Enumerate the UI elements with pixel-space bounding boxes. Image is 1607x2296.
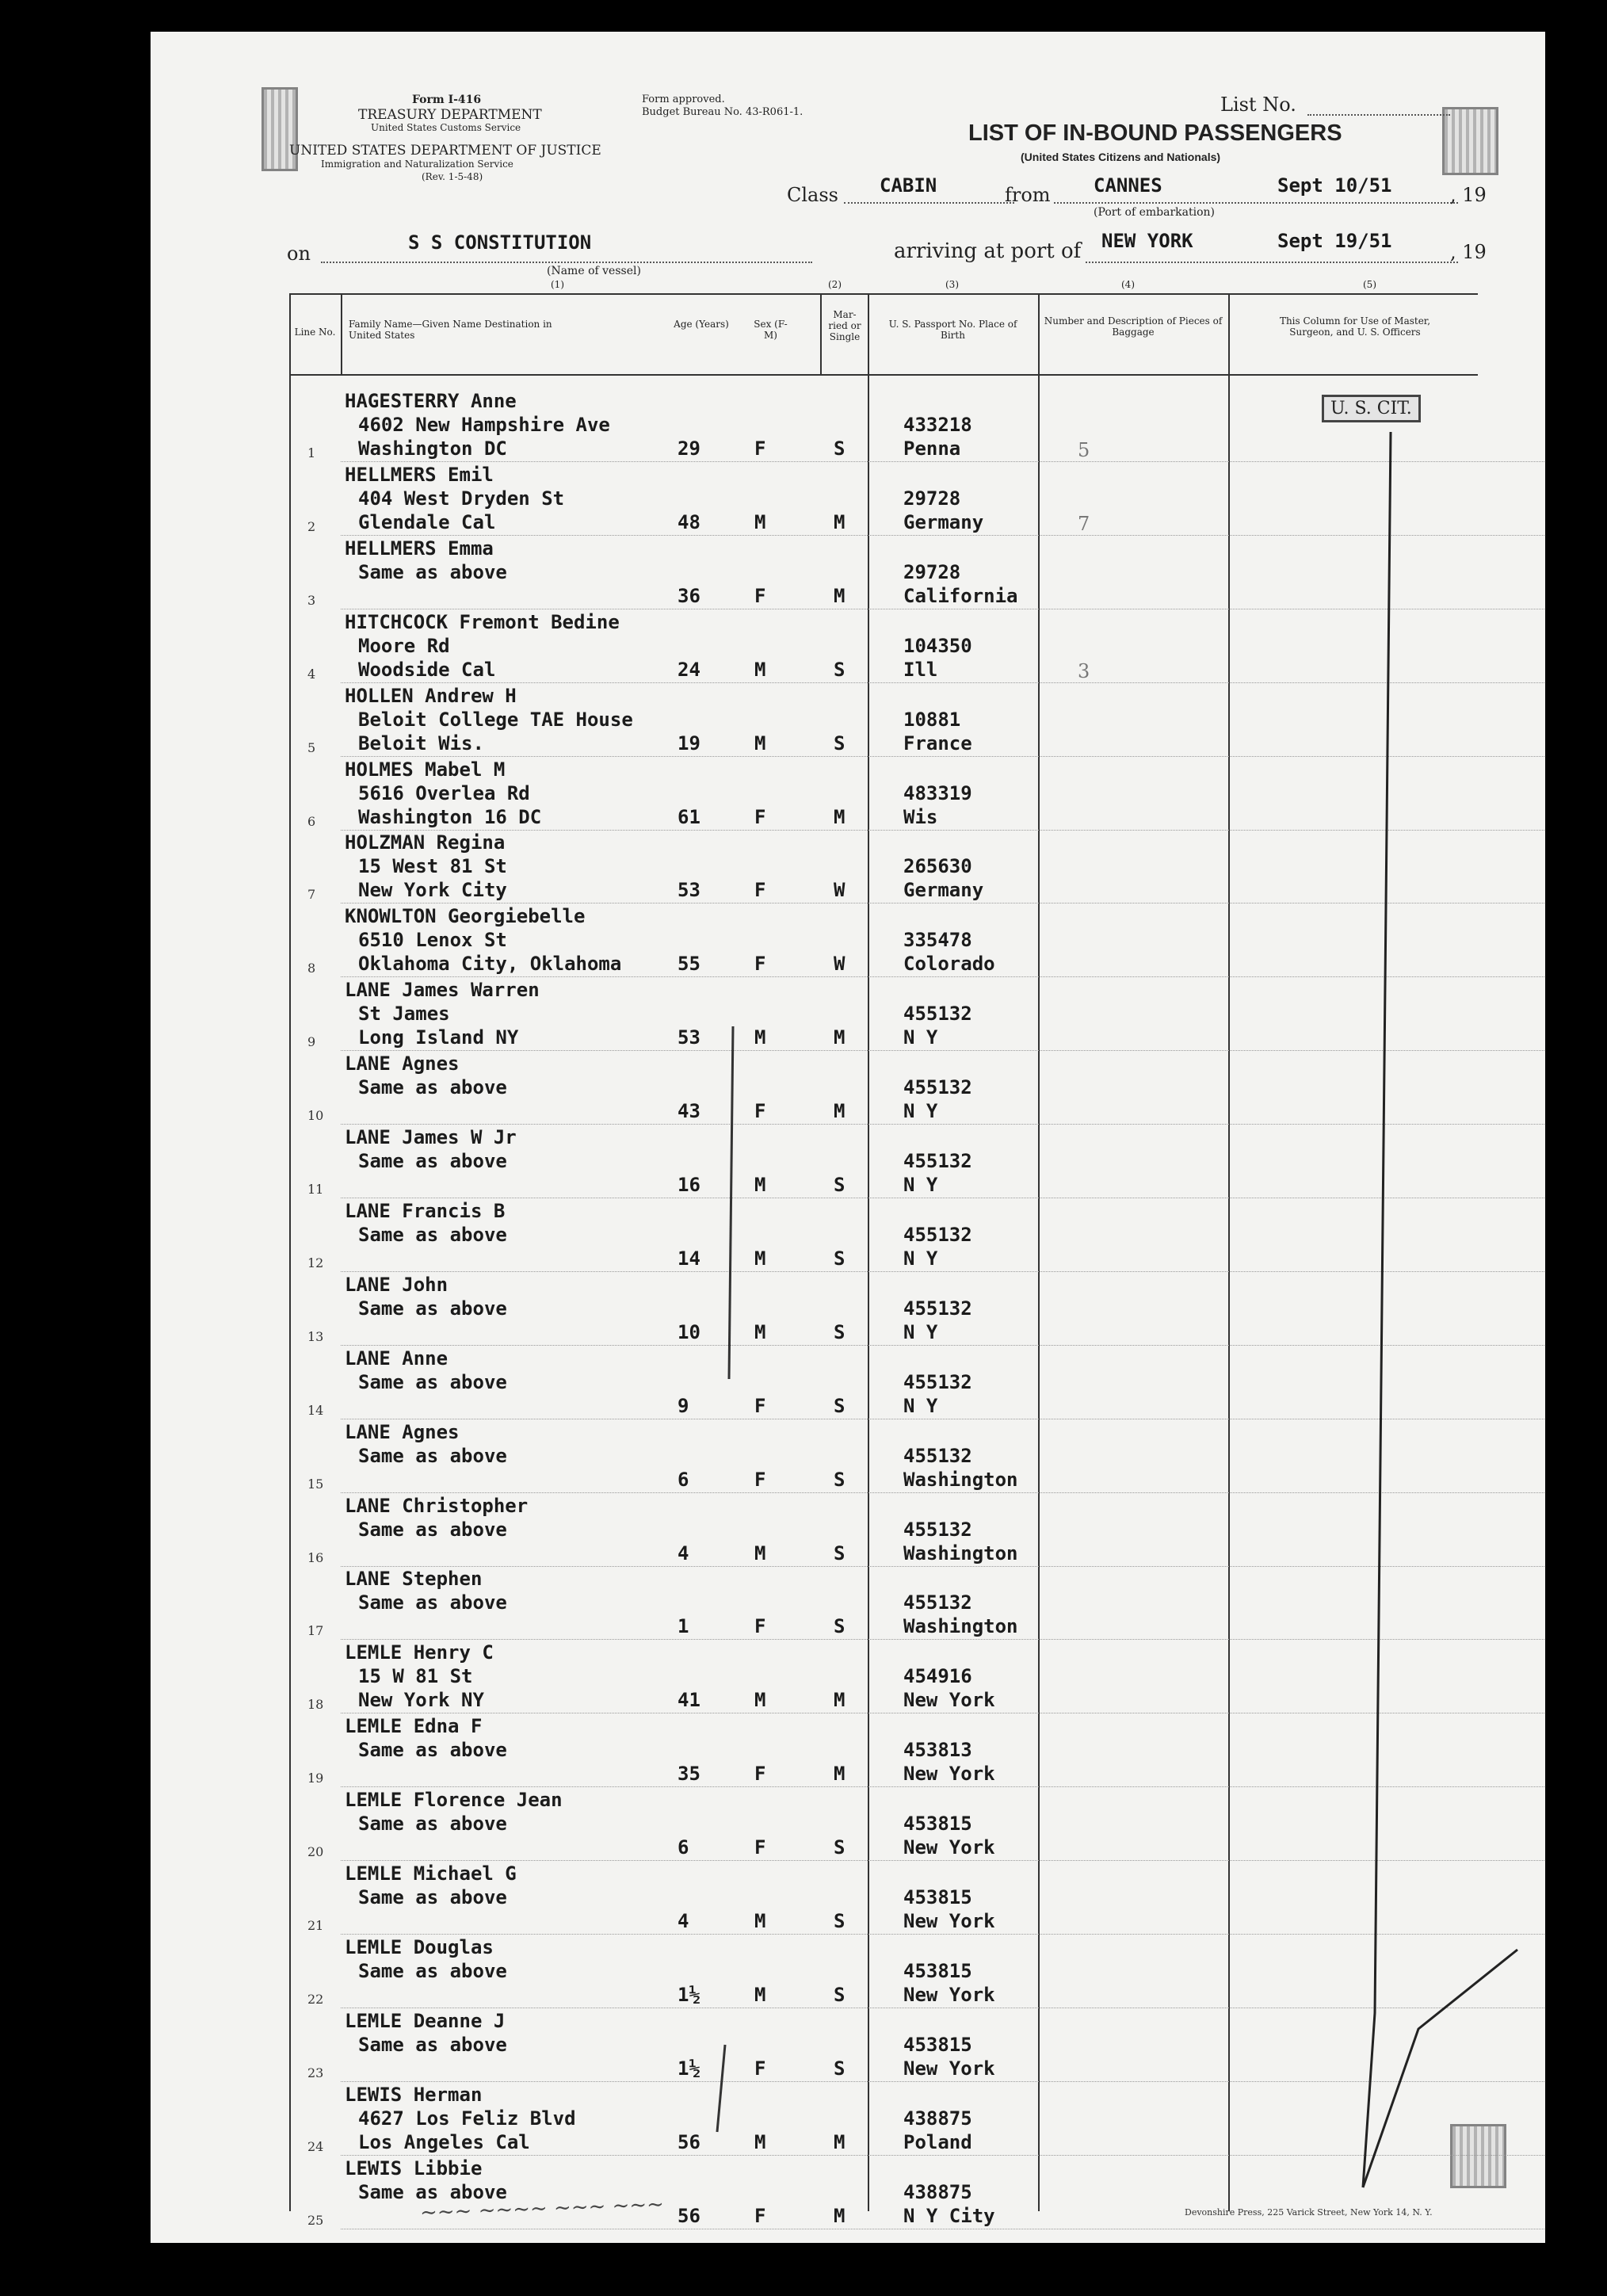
passenger-name: LEMLE Florence Jean: [345, 1789, 563, 1812]
address-line-1: Same as above: [358, 560, 507, 583]
marital-status: S: [834, 732, 845, 755]
age-value: 1: [678, 1615, 689, 1638]
place-of-birth: Colorado: [903, 953, 995, 976]
passenger-name: HELLMERS Emil: [345, 463, 494, 486]
justice-dept: UNITED STATES DEPARTMENT OF JUSTICE: [289, 143, 601, 159]
address-line-2: Oklahoma City, Oklahoma: [358, 953, 622, 976]
age-value: 53: [678, 1026, 700, 1049]
colhead-married: Mar-ried or Single: [828, 309, 861, 342]
passport-number: 455132: [903, 1076, 972, 1099]
form-revision: (Rev. 1-5-48): [422, 171, 483, 182]
marital-status: S: [834, 437, 845, 460]
place-of-birth: France: [903, 732, 972, 755]
sex-value: F: [754, 2204, 766, 2227]
passenger-name: KNOWLTON Georgiebelle: [345, 905, 586, 928]
passenger-name: LANE Stephen: [345, 1568, 483, 1591]
marital-status: S: [834, 1615, 845, 1638]
address-line-1: Same as above: [358, 1076, 507, 1099]
address-line-2: Los Angeles Cal: [358, 2130, 530, 2153]
passport-number: 104350: [903, 634, 972, 657]
line-number: 22: [307, 1991, 324, 2007]
line-number: 18: [307, 1697, 324, 1713]
line-number: 3: [307, 592, 316, 608]
treasury-dept: TREASURY DEPARTMENT: [358, 107, 542, 123]
line-number: 7: [307, 887, 316, 903]
passenger-name: HITCHCOCK Fremont Bedine: [345, 610, 620, 633]
passport-number: 455132: [903, 1003, 972, 1026]
colhead-officers: This Column for Use of Master, Surgeon, and U. S. Officers: [1279, 315, 1431, 338]
sex-value: F: [754, 584, 766, 607]
colhead-line-no: Line No.: [294, 327, 336, 338]
colhead-age: Age (Years): [674, 319, 729, 330]
sex-value: M: [754, 1689, 766, 1712]
form-subtitle: (United States Citizens and Nationals): [1021, 151, 1221, 163]
address-line-2: Glendale Cal: [358, 510, 496, 533]
passenger-name: LANE Agnes: [345, 1052, 460, 1075]
sex-value: F: [754, 1394, 766, 1417]
age-value: 48: [678, 510, 700, 533]
marital-status: S: [834, 658, 845, 681]
sex-value: F: [754, 1468, 766, 1491]
address-line-1: 15 W 81 St: [358, 1665, 473, 1688]
passenger-name: LANE Christopher: [345, 1494, 529, 1517]
class-value: CABIN: [880, 174, 937, 197]
passport-number: 29728: [903, 560, 961, 583]
age-value: 29: [678, 437, 700, 460]
passenger-name: LANE James Warren: [345, 979, 540, 1002]
address-line-1: Same as above: [358, 1591, 507, 1614]
passport-number: 10881: [903, 708, 961, 731]
ink-check-marks: [151, 32, 1545, 2243]
class-label: Class: [787, 184, 838, 206]
address-line-2: Washington 16 DC: [358, 805, 542, 828]
address-line-1: Same as above: [358, 1223, 507, 1246]
address-line-1: 5616 Overlea Rd: [358, 781, 530, 804]
colhead-passport: U. S. Passport No. Place of Birth: [888, 319, 1017, 341]
sex-value: M: [754, 1910, 766, 1932]
marital-status: S: [834, 1541, 845, 1564]
address-line-1: Moore Rd: [358, 634, 450, 657]
sex-value: F: [754, 1615, 766, 1638]
passport-number: 453815: [903, 1886, 972, 1908]
arrival-date: Sept 19/51: [1277, 230, 1392, 252]
place-of-birth: New York: [903, 1689, 995, 1712]
line-number: 21: [307, 1918, 324, 1933]
passenger-name: LANE James W Jr: [345, 1126, 517, 1148]
passenger-name: LANE John: [345, 1273, 449, 1296]
form-number: Form I-416: [412, 94, 482, 106]
age-value: 24: [678, 658, 700, 681]
line-number: 23: [307, 2065, 324, 2080]
passenger-name: HOLLEN Andrew H: [345, 684, 517, 707]
embark-year: , 19: [1450, 184, 1487, 206]
sex-value: F: [754, 2057, 766, 2080]
marital-status: S: [834, 1247, 845, 1270]
marital-status: M: [834, 2130, 845, 2153]
line-number: 10: [307, 1108, 324, 1124]
address-line-2: Washington DC: [358, 437, 507, 460]
marital-status: M: [834, 1026, 845, 1049]
passport-number: 453815: [903, 2033, 972, 2056]
place-of-birth: Germany: [903, 879, 984, 902]
line-number: 4: [307, 666, 316, 682]
col-num-4: (4): [1121, 279, 1135, 290]
sex-value: M: [754, 1983, 766, 2006]
colhead-sex: Sex (F-M): [754, 319, 788, 341]
place-of-birth: New York: [903, 1763, 995, 1786]
age-value: 61: [678, 805, 700, 828]
sex-value: F: [754, 1100, 766, 1123]
age-value: 53: [678, 879, 700, 902]
age-value: 16: [678, 1174, 700, 1196]
handwritten-note-bottom: ~~~ ~~~~ ~~~ ~~~: [419, 2192, 665, 2225]
from-label: from: [1005, 184, 1051, 206]
passport-number: 455132: [903, 1444, 972, 1467]
marital-status: S: [834, 1983, 845, 2006]
address-line-1: Same as above: [358, 1150, 507, 1172]
vessel-name: S S CONSTITUTION: [408, 231, 592, 254]
on-label: on: [287, 243, 311, 265]
address-line-1: Same as above: [358, 1739, 507, 1762]
address-line-1: Same as above: [358, 1297, 507, 1320]
sex-value: F: [754, 805, 766, 828]
age-value: 4: [678, 1910, 689, 1932]
embark-caption: (Port of embarkation): [1094, 206, 1215, 219]
marital-status: M: [834, 1100, 845, 1123]
embark-port: CANNES: [1094, 174, 1162, 197]
age-value: 1½: [678, 2057, 700, 2080]
age-value: 56: [678, 2130, 700, 2153]
marital-status: M: [834, 2204, 845, 2227]
customs-service: United States Customs Service: [371, 122, 521, 133]
passenger-name: LEWIS Herman: [345, 2083, 483, 2106]
age-value: 6: [678, 1468, 689, 1491]
passport-number: 455132: [903, 1223, 972, 1246]
address-line-1: Beloit College TAE House: [358, 708, 633, 731]
address-line-1: Same as above: [358, 1518, 507, 1541]
sex-value: F: [754, 1763, 766, 1786]
place-of-birth: New York: [903, 1983, 995, 2006]
address-line-1: Same as above: [358, 2180, 507, 2203]
sex-value: F: [754, 437, 766, 460]
line-number: 14: [307, 1402, 324, 1418]
place-of-birth: Wis: [903, 805, 938, 828]
line-number: 16: [307, 1549, 324, 1565]
colhead-baggage: Number and Description of Pieces of Baggage: [1044, 315, 1223, 338]
place-of-birth: N Y: [903, 1026, 938, 1049]
passenger-name: LEMLE Henry C: [345, 1641, 494, 1664]
address-line-1: 4602 New Hampshire Ave: [358, 414, 610, 436]
passport-number: 454916: [903, 1665, 972, 1688]
line-number: 9: [307, 1034, 316, 1050]
line-number: 12: [307, 1255, 324, 1270]
form-approved: Form approved.: [642, 94, 725, 105]
address-line-1: St James: [358, 1003, 450, 1026]
col-num-3: (3): [945, 279, 959, 290]
budget-bureau: Budget Bureau No. 43-R061-1.: [642, 106, 804, 118]
passport-number: 453813: [903, 1739, 972, 1762]
address-line-1: 404 West Dryden St: [358, 487, 565, 510]
line-number: 25: [307, 2212, 324, 2228]
printer-footer: Devonshire Press, 225 Varick Street, New York 14, N. Y.: [1185, 2207, 1433, 2218]
place-of-birth: N Y City: [903, 2204, 995, 2227]
address-line-1: 6510 Lenox St: [358, 929, 507, 952]
passport-number: 453815: [903, 1813, 972, 1836]
age-value: 55: [678, 953, 700, 976]
col-num-5: (5): [1363, 279, 1376, 290]
passenger-name: LEMLE Douglas: [345, 1935, 494, 1958]
line-number: 15: [307, 1476, 324, 1492]
passport-number: 455132: [903, 1297, 972, 1320]
place-of-birth: Washington: [903, 1615, 1018, 1638]
sex-value: F: [754, 1836, 766, 1859]
marital-status: M: [834, 510, 845, 533]
address-line-1: 4627 Los Feliz Blvd: [358, 2107, 576, 2130]
passenger-name: HOLMES Mabel M: [345, 758, 506, 781]
line-number: 6: [307, 813, 316, 829]
ins-service: Immigration and Naturalization Service: [321, 159, 513, 170]
marital-status: S: [834, 1174, 845, 1196]
passport-number: 483319: [903, 781, 972, 804]
passport-number: 453815: [903, 1959, 972, 1982]
vessel-caption: (Name of vessel): [547, 265, 641, 277]
baggage-count: 7: [1078, 512, 1090, 535]
list-no-label: List No.: [1220, 94, 1296, 116]
marital-status: S: [834, 1910, 845, 1932]
passenger-name: LANE Francis B: [345, 1199, 506, 1222]
passenger-name: LEMLE Michael G: [345, 1862, 517, 1885]
address-line-1: Same as above: [358, 1813, 507, 1836]
marital-status: W: [834, 879, 845, 902]
marital-status: M: [834, 1763, 845, 1786]
embark-date: Sept 10/51: [1277, 174, 1392, 197]
place-of-birth: New York: [903, 2057, 995, 2080]
address-line-1: Same as above: [358, 1959, 507, 1982]
passenger-manifest-sheet: [151, 32, 1545, 2243]
passport-number: 455132: [903, 1150, 972, 1172]
line-number: 20: [307, 1844, 324, 1860]
address-line-2: Beloit Wis.: [358, 732, 484, 755]
age-value: 36: [678, 584, 700, 607]
age-value: 9: [678, 1394, 689, 1417]
passport-number: 438875: [903, 2107, 972, 2130]
marital-status: S: [834, 1394, 845, 1417]
line-number: 11: [307, 1182, 324, 1197]
line-number: 8: [307, 961, 316, 976]
age-value: 35: [678, 1763, 700, 1786]
passport-number: 455132: [903, 1591, 972, 1614]
address-line-1: Same as above: [358, 2033, 507, 2056]
us-cit-stamp: U. S. CIT.: [1322, 395, 1421, 422]
sex-value: M: [754, 1320, 766, 1343]
passenger-name: LEMLE Deanne J: [345, 2009, 506, 2032]
address-line-2: New York NY: [358, 1689, 484, 1712]
passport-number: 433218: [903, 414, 972, 436]
age-value: 14: [678, 1247, 700, 1270]
form-title: LIST OF IN-BOUND PASSENGERS: [968, 120, 1342, 146]
place-of-birth: Washington: [903, 1468, 1018, 1491]
place-of-birth: N Y: [903, 1394, 938, 1417]
line-number: 1: [307, 445, 316, 460]
line-number: 2: [307, 518, 316, 534]
passport-number: 455132: [903, 1370, 972, 1393]
marital-status: S: [834, 1320, 845, 1343]
sex-value: F: [754, 879, 766, 902]
line-number: 5: [307, 739, 316, 755]
marital-status: S: [834, 2057, 845, 2080]
passenger-name: HOLZMAN Regina: [345, 831, 506, 854]
place-of-birth: N Y: [903, 1247, 938, 1270]
place-of-birth: New York: [903, 1836, 995, 1859]
address-line-2: Woodside Cal: [358, 658, 496, 681]
marital-status: W: [834, 953, 845, 976]
arrival-year: , 19: [1450, 241, 1487, 263]
baggage-count: 3: [1078, 659, 1090, 682]
age-value: 1½: [678, 1983, 700, 2006]
address-line-2: New York City: [358, 879, 507, 902]
place-of-birth: California: [903, 584, 1018, 607]
sex-value: M: [754, 2130, 766, 2153]
arrival-port: NEW YORK: [1101, 230, 1193, 252]
passport-number: 265630: [903, 855, 972, 878]
place-of-birth: Washington: [903, 1541, 1018, 1564]
line-number: 24: [307, 2138, 324, 2154]
age-value: 4: [678, 1541, 689, 1564]
passenger-name: LANE Agnes: [345, 1420, 460, 1443]
age-value: 19: [678, 732, 700, 755]
line-number: 17: [307, 1623, 324, 1639]
address-line-1: Same as above: [358, 1444, 507, 1467]
age-value: 6: [678, 1836, 689, 1859]
place-of-birth: N Y: [903, 1100, 938, 1123]
passenger-name: LEWIS Libbie: [345, 2157, 483, 2179]
place-of-birth: Poland: [903, 2130, 972, 2153]
place-of-birth: Ill: [903, 658, 938, 681]
age-value: 41: [678, 1689, 700, 1712]
colhead-name: Family Name—Given Name Destination in United States: [349, 319, 552, 341]
age-value: 43: [678, 1100, 700, 1123]
marital-status: S: [834, 1836, 845, 1859]
place-of-birth: Penna: [903, 437, 961, 460]
sex-value: M: [754, 1247, 766, 1270]
passport-number: 438875: [903, 2180, 972, 2203]
baggage-count: 5: [1078, 439, 1090, 461]
marital-status: M: [834, 805, 845, 828]
sex-value: F: [754, 953, 766, 976]
marital-status: S: [834, 1468, 845, 1491]
age-value: 56: [678, 2204, 700, 2227]
line-number: 19: [307, 1771, 324, 1786]
age-value: 10: [678, 1320, 700, 1343]
passenger-name: LANE Anne: [345, 1347, 449, 1370]
sex-value: M: [754, 732, 766, 755]
place-of-birth: Germany: [903, 510, 984, 533]
line-number: 13: [307, 1328, 324, 1344]
address-line-1: Same as above: [358, 1370, 507, 1393]
marital-status: M: [834, 1689, 845, 1712]
place-of-birth: N Y: [903, 1320, 938, 1343]
address-line-2: Long Island NY: [358, 1026, 519, 1049]
place-of-birth: New York: [903, 1910, 995, 1932]
arriving-label: arriving at port of: [894, 239, 1082, 263]
sex-value: M: [754, 510, 766, 533]
address-line-1: 15 West 81 St: [358, 855, 507, 878]
sex-value: M: [754, 1541, 766, 1564]
passenger-name: LEMLE Edna F: [345, 1715, 483, 1738]
sex-value: M: [754, 658, 766, 681]
sex-value: M: [754, 1174, 766, 1196]
col-num-1: (1): [551, 279, 564, 290]
col-num-2: (2): [828, 279, 842, 290]
marital-status: M: [834, 584, 845, 607]
passenger-name: HELLMERS Emma: [345, 537, 494, 560]
passport-number: 29728: [903, 487, 961, 510]
passport-number: 455132: [903, 1518, 972, 1541]
sex-value: M: [754, 1026, 766, 1049]
place-of-birth: N Y: [903, 1174, 938, 1196]
passport-number: 335478: [903, 929, 972, 952]
address-line-1: Same as above: [358, 1886, 507, 1908]
passenger-name: HAGESTERRY Anne: [345, 390, 517, 412]
